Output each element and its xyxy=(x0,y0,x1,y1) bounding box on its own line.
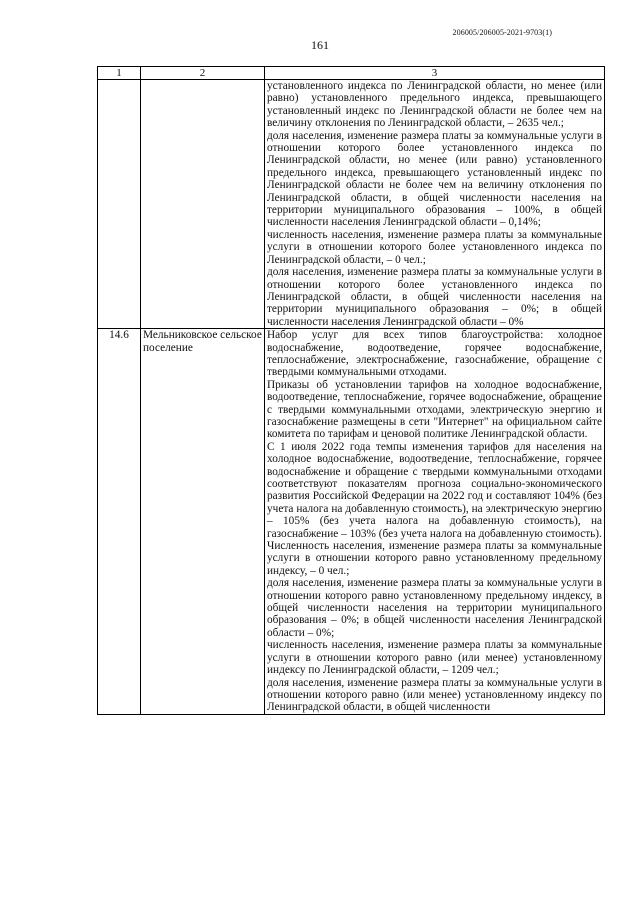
data-table xyxy=(97,66,605,715)
table-row xyxy=(98,80,605,329)
document-id: 206005/206005-2021-9703(1) xyxy=(452,28,552,37)
paragraph: доля населения, изменение размера платы за коммунальные услуги в отношении которого более установленного индекса по Ленинградской области, но менее (или равно) установленного предельного индекса, превышающего установленный индекс по Ленинградской области не более чем на величину отклонения по Ленинградской области, в общей численности населения на территории муниципального образования – 100%, в общей численности населения Ленинградской области – 0,14%; xyxy=(267,129,602,229)
paragraph: Приказы об установлении тарифов на холодное водоснабжение, водоотведение, теплоснабжение, горячее водоснабжение, обращение с твердыми коммунальными отходами, электрическую энергию и газоснабжение размещены в сети "Интернет" на официальном сайте комитета по тарифам и ценовой политике Ленинградской области. xyxy=(267,378,602,441)
paragraph: доля населения, изменение размера платы за коммунальные услуги в отношении которого равно установленному предельному индексу, в общей численности населения на территории муниципального образования – 0%; в общей численности населения Ленинградской области – 0%; xyxy=(267,577,602,639)
paragraph: установленного индекса по Ленинградской области, но менее (или равно) установленного предельного индекса, превышающего установленный индекс по Ленинградской области не более чем на величину отклонения по Ленинградской области, – 2635 чел.; xyxy=(267,80,602,130)
paragraph: С 1 июля 2022 года темпы изменения тарифов для населения на холодное водоснабжение, водоотведение, теплоснабжение, горячее водоснабжение и обращение с твердыми коммунальными отходами соответствуют показателям прогноза социально-экономического развития Российской Федерации на 2022 год и составляют 104% (без учета налога на добавленную стоимость), на электрическую энергию – 105% (без учета налога на добавленную стоимость), на газоснабжение – 103% (без учета налога на добавленную стоимость). xyxy=(267,440,602,540)
paragraph: Численность населения, изменение размера платы за коммунальные услуги в отношении которого равно установленному предельному индексу, – 0 чел.; xyxy=(267,540,602,577)
paragraph: доля населения, изменение размера платы за коммунальные услуги в отношении которого равно (или менее) установленному индексу по Ленинградской области, в общей численности xyxy=(267,676,602,714)
paragraph: численность населения, изменение размера платы за коммунальные услуги в отношении которого равно (или менее) установленному индексу по Ленинградской области, – 1209 чел.; xyxy=(267,639,602,677)
row-number-cell xyxy=(98,80,141,329)
table-header-row xyxy=(98,67,605,80)
paragraph: численность населения, изменение размера платы за коммунальные услуги в отношении которого более установленного индекса по Ленинградской области, – 0 чел.; xyxy=(267,228,602,266)
description-cell xyxy=(265,80,605,329)
row-number-cell: 14.6 xyxy=(98,329,141,715)
column-header-2: 2 xyxy=(141,67,265,80)
column-header-3: 3 xyxy=(265,67,605,80)
description-cell xyxy=(265,329,605,715)
settlement-name-cell: Мельниковское сельское поселение xyxy=(141,329,265,715)
paragraph: Набор услуг для всех типов благоустройства: холодное водоснабжение, водоотведение, горячее водоснабжение, теплоснабжение, электроснабжение, газоснабжение, обращение с твердыми коммунальными отходами. xyxy=(267,329,602,379)
page-number: 161 xyxy=(311,38,329,52)
paragraph: доля населения, изменение размера платы за коммунальные услуги в отношении которого более установленного индекса по Ленинградской области, в общей численности населения на территории муниципального образования – 0%; в общей численности населения Ленинградской области – 0% xyxy=(267,266,602,328)
settlement-name-cell xyxy=(141,80,265,329)
table-row xyxy=(98,329,605,715)
column-header-1: 1 xyxy=(98,67,141,80)
